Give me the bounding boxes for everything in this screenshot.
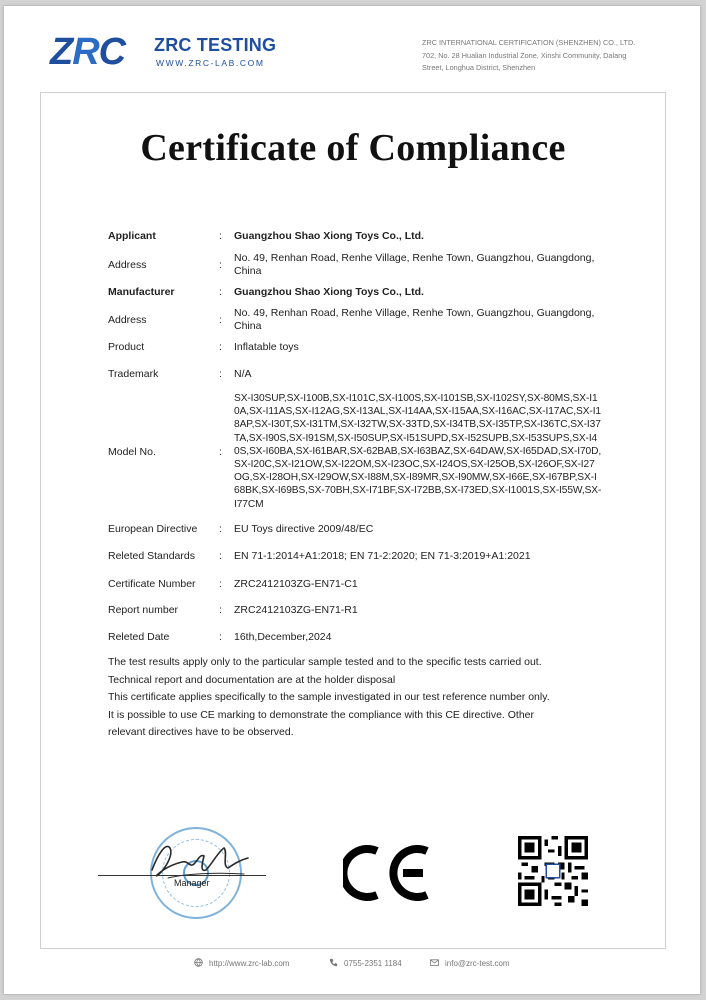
field-label: European Directive	[108, 523, 198, 535]
signature-line	[98, 875, 266, 876]
field-value: ZRC2412103ZG-EN71-C1	[234, 578, 358, 590]
field-value: Guangzhou Shao Xiong Toys Co., Ltd.	[234, 286, 424, 298]
company-line: ZRC INTERNATIONAL CERTIFICATION (SHENZHEN) CO., LTD.	[422, 38, 636, 47]
phone-icon	[329, 958, 338, 967]
field-label: Releted Standards	[108, 550, 195, 562]
field-value: EU Toys directive 2009/48/EC	[234, 523, 374, 535]
field-label: Product	[108, 341, 145, 353]
company-line: 702, No. 28 Hualian Industrial Zone, Xinshi Community, Dalang	[422, 50, 627, 60]
note-line: It is possible to use CE marking to demonstrate the compliance with this CE directive. Other	[108, 708, 535, 721]
footer-phone-text: 0755-2351 1184	[344, 959, 402, 968]
field-value: 16th,December,2024	[234, 631, 332, 643]
manager-signature	[144, 834, 254, 884]
field-label: Report number	[108, 604, 179, 616]
field-label: Applicant	[108, 230, 156, 242]
footer-email	[430, 958, 510, 968]
field-value: No. 49, Renhan Road, Renhe Village, Renhe Town, Guangzhou, Guangdong, China	[234, 252, 595, 278]
mail-icon	[430, 958, 439, 967]
certificate-title: Certificate of Compliance	[140, 127, 566, 169]
field-label: Certificate Number	[108, 578, 196, 590]
certificate-frame	[40, 92, 666, 949]
field-label: Model No.	[108, 446, 156, 458]
field-value: No. 49, Renhan Road, Renhe Village, Renhe Town, Guangzhou, Guangdong, China	[234, 307, 595, 333]
company-line: Street, Longhua District, Shenzhen	[422, 63, 536, 72]
company-address	[422, 37, 662, 75]
field-value: ZRC2412103ZG-EN71-R1	[234, 604, 358, 616]
note-line: relevant directives have to be observed.	[108, 726, 294, 738]
signature-role: Manager	[174, 878, 210, 888]
logo-mark: ZRC	[50, 31, 126, 73]
note-line: This certificate applies specifically to the sample investigated in our test reference number only.	[108, 691, 550, 703]
field-label: Address	[108, 314, 147, 326]
field-label: Address	[108, 259, 147, 271]
ce-mark-icon	[343, 843, 433, 903]
field-value: Guangzhou Shao Xiong Toys Co., Ltd.	[234, 230, 424, 242]
field-label: Manufacturer	[108, 286, 175, 298]
footer-website-text: http://www.zrc-lab.com	[209, 959, 290, 968]
field-label: Trademark	[108, 368, 159, 380]
field-value: EN 71-1:2014+A1:2018; EN 71-2:2020; EN 71-3:2019+A1:2021	[234, 550, 531, 562]
footer-email-text: info@zrc-test.com	[445, 959, 510, 968]
field-value: N/A	[234, 368, 252, 380]
field-value: SX-I30SUP,SX-I100B,SX-I101C,SX-I100S,SX-I101SB,SX-I102SY,SX-80MS,SX-I10A,SX-I11AS,SX-I12AG,SX-I13AL,SX-I14AA,SX-I15AA,SX-I16AC,SX-I17AC,SX-I18AP,SX-I30T,SX-I31TM,SX-I32TW,SX-33TD,SX-I34TB,SX-I35TP,SX-I36TC,SX-I37TA,SX-I90S,SX-I91SM,SX-I50SUP,SX-I51SUPD,SX-I52SUPB,SX-I53SUPS,SX-I40S,SX-I60BA,SX-I61BAR,SX-62BAB,SX-I63BAZ,SX-64DAW,SX-I65DAD,SX-I70D,SX-I20C,SX-I21OW,SX-I22OM,SX-I23OC,SX-I24OS,SX-I25OB,SX-I26OF,SX-I27OG,SX-I28OH,SX-I29OW,SX-I88M,SX-I89MR,SX-I90MW,SX-I66E,SX-I67BP,SX-I68BK,SX-I69BS,SX-70BH,SX-I71BF,SX-I72BB,SX-I73ED,SX-I1001S,SX-I55W,SX-I77CM	[234, 393, 602, 510]
certificate-notes	[108, 654, 578, 742]
globe-icon	[194, 958, 203, 967]
note-line: Technical report and documentation are at the holder disposal	[108, 673, 396, 686]
note-line: The test results apply only to the particular sample tested and to the specific tests carried out.	[108, 656, 542, 668]
field-label: Releted Date	[108, 631, 170, 643]
qr-code-icon	[518, 836, 588, 906]
logo-website: WWW.ZRC-LAB.COM	[156, 58, 265, 68]
footer-website	[194, 958, 289, 968]
certificate-footer	[0, 958, 706, 972]
footer-phone	[329, 958, 402, 968]
logo-brand: ZRC TESTING	[154, 35, 277, 55]
field-value: Inflatable toys	[234, 341, 299, 353]
